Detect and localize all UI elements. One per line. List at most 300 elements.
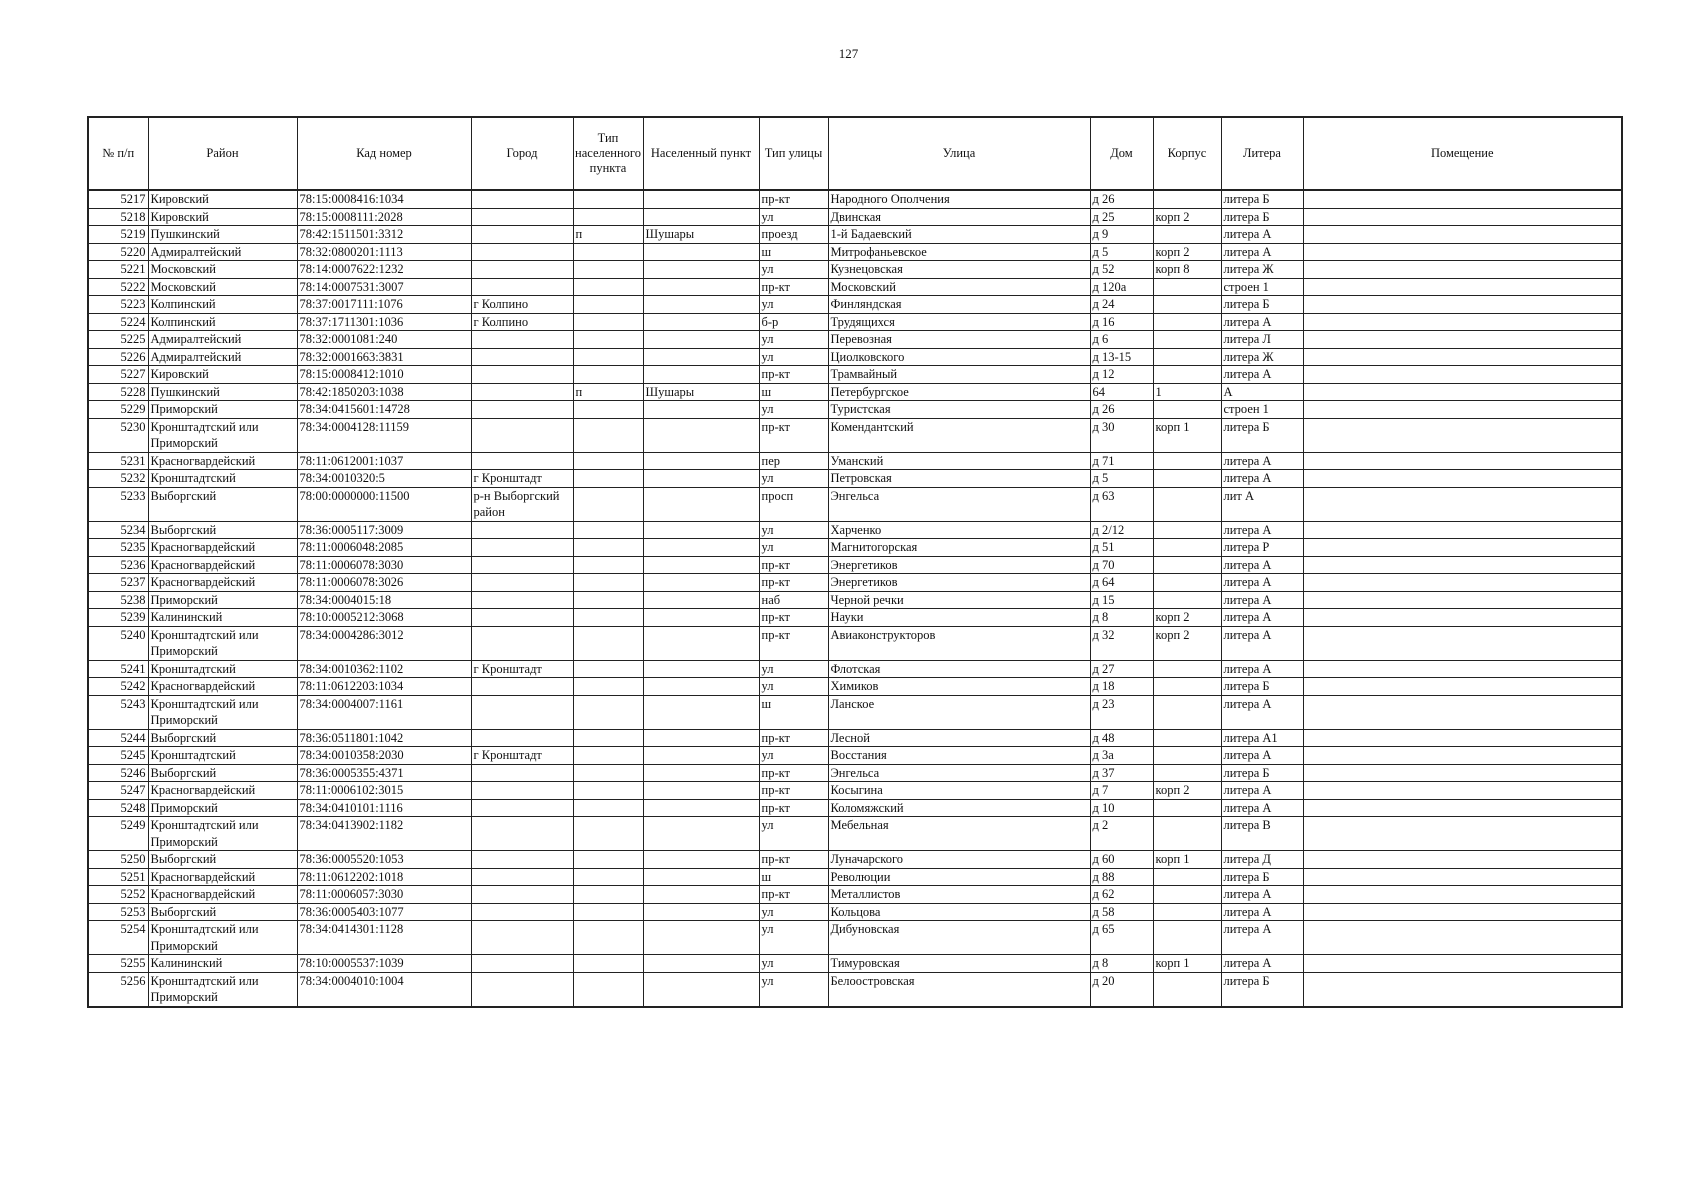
cell-settlement: [643, 278, 759, 296]
cell-cadastral-number: 78:32:0001663:3831: [297, 348, 471, 366]
cell-city: г Кронштадт: [471, 660, 573, 678]
cell-letter: литера А: [1221, 782, 1303, 800]
cell-house: д 12: [1090, 366, 1153, 384]
cell-building: [1153, 660, 1221, 678]
cell-settlement-type: [573, 747, 643, 765]
cell-street-type: пр-кт: [759, 418, 828, 452]
table-row: [88, 609, 1622, 627]
cell-street-type: ул: [759, 660, 828, 678]
cell-city: г Колпино: [471, 313, 573, 331]
cell-house: д 8: [1090, 609, 1153, 627]
cell-settlement: [643, 243, 759, 261]
cell-number: 5217: [88, 190, 148, 208]
cell-letter: литера А: [1221, 626, 1303, 660]
cell-number: 5238: [88, 591, 148, 609]
cell-settlement-type: [573, 278, 643, 296]
cell-letter: литера Б: [1221, 764, 1303, 782]
cell-street: Мебельная: [828, 817, 1090, 851]
table-row: [88, 782, 1622, 800]
table-row: [88, 539, 1622, 557]
cell-settlement: [643, 296, 759, 314]
cell-premises: [1303, 452, 1622, 470]
cell-premises: [1303, 817, 1622, 851]
cell-letter: литера А: [1221, 799, 1303, 817]
cell-settlement-type: [573, 190, 643, 208]
cell-cadastral-number: 78:11:0612203:1034: [297, 678, 471, 696]
cell-premises: [1303, 401, 1622, 419]
cell-premises: [1303, 799, 1622, 817]
cell-building: корп 2: [1153, 782, 1221, 800]
cell-premises: [1303, 626, 1622, 660]
cell-cadastral-number: 78:00:0000000:11500: [297, 487, 471, 521]
cell-letter: литера А: [1221, 556, 1303, 574]
cell-settlement: [643, 903, 759, 921]
cell-city: [471, 678, 573, 696]
cell-settlement: [643, 868, 759, 886]
cell-house: д 64: [1090, 574, 1153, 592]
cell-building: корп 2: [1153, 208, 1221, 226]
cell-premises: [1303, 729, 1622, 747]
cell-street: Московский: [828, 278, 1090, 296]
cell-street-type: ш: [759, 695, 828, 729]
cell-district: Кронштадтский или Приморский: [148, 418, 297, 452]
cell-house: д 5: [1090, 470, 1153, 488]
cell-settlement-type: [573, 591, 643, 609]
cell-building: корп 1: [1153, 851, 1221, 869]
cell-settlement-type: [573, 243, 643, 261]
cell-city: [471, 799, 573, 817]
cell-cadastral-number: 78:32:0800201:1113: [297, 243, 471, 261]
cell-cadastral-number: 78:11:0006048:2085: [297, 539, 471, 557]
cell-premises: [1303, 226, 1622, 244]
cell-district: Московский: [148, 261, 297, 279]
cell-number: 5226: [88, 348, 148, 366]
cell-premises: [1303, 782, 1622, 800]
cell-number: 5236: [88, 556, 148, 574]
cell-house: д 32: [1090, 626, 1153, 660]
cell-settlement: [643, 851, 759, 869]
cell-street: Туристская: [828, 401, 1090, 419]
cell-cadastral-number: 78:15:0008412:1010: [297, 366, 471, 384]
cell-city: [471, 782, 573, 800]
cell-premises: [1303, 470, 1622, 488]
cell-district: Выборгский: [148, 764, 297, 782]
cell-street-type: ш: [759, 243, 828, 261]
cell-number: 5227: [88, 366, 148, 384]
cell-house: д 15: [1090, 591, 1153, 609]
cell-district: Адмиралтейский: [148, 331, 297, 349]
cell-house: д 23: [1090, 695, 1153, 729]
cell-district: Кронштадтский или Приморский: [148, 626, 297, 660]
cell-settlement-type: [573, 903, 643, 921]
cell-house: д 18: [1090, 678, 1153, 696]
cell-building: [1153, 313, 1221, 331]
cell-letter: литера А: [1221, 591, 1303, 609]
cell-settlement: [643, 764, 759, 782]
cell-building: [1153, 868, 1221, 886]
cell-number: 5228: [88, 383, 148, 401]
cell-street-type: ул: [759, 955, 828, 973]
cell-city: [471, 539, 573, 557]
table-row: [88, 747, 1622, 765]
cell-district: Пушкинский: [148, 383, 297, 401]
cell-street: Авиаконструкторов: [828, 626, 1090, 660]
cell-letter: литера А: [1221, 313, 1303, 331]
property-registry-table: [87, 116, 1623, 1008]
cell-street-type: ш: [759, 383, 828, 401]
cell-house: 64: [1090, 383, 1153, 401]
cell-settlement-type: [573, 331, 643, 349]
cell-house: д 26: [1090, 401, 1153, 419]
cell-number: 5218: [88, 208, 148, 226]
cell-district: Выборгский: [148, 729, 297, 747]
cell-settlement-type: [573, 609, 643, 627]
cell-cadastral-number: 78:11:0006078:3026: [297, 574, 471, 592]
cell-district: Колпинский: [148, 313, 297, 331]
cell-street-type: ул: [759, 747, 828, 765]
table-row: [88, 678, 1622, 696]
cell-building: [1153, 886, 1221, 904]
cell-settlement-type: [573, 487, 643, 521]
cell-settlement: [643, 470, 759, 488]
table-row: [88, 383, 1622, 401]
cell-city: [471, 886, 573, 904]
cell-city: [471, 955, 573, 973]
cell-premises: [1303, 886, 1622, 904]
table-row: [88, 955, 1622, 973]
cell-district: Кронштадтский или Приморский: [148, 695, 297, 729]
cell-district: Красногвардейский: [148, 782, 297, 800]
cell-street-type: пр-кт: [759, 366, 828, 384]
cell-street-type: пр-кт: [759, 729, 828, 747]
cell-settlement-type: [573, 626, 643, 660]
col-header-district: Район: [148, 117, 297, 190]
cell-cadastral-number: 78:34:0415601:14728: [297, 401, 471, 419]
cell-street: Энгельса: [828, 764, 1090, 782]
cell-street: Лесной: [828, 729, 1090, 747]
cell-house: д 6: [1090, 331, 1153, 349]
cell-district: Кировский: [148, 208, 297, 226]
cell-street-type: пер: [759, 452, 828, 470]
cell-cadastral-number: 78:32:0001081:240: [297, 331, 471, 349]
cell-number: 5251: [88, 868, 148, 886]
table-row: [88, 226, 1622, 244]
cell-number: 5235: [88, 539, 148, 557]
cell-district: Кронштадтский или Приморский: [148, 921, 297, 955]
cell-cadastral-number: 78:37:0017111:1076: [297, 296, 471, 314]
cell-settlement-type: [573, 868, 643, 886]
cell-letter: А: [1221, 383, 1303, 401]
cell-city: [471, 764, 573, 782]
cell-letter: литера Б: [1221, 190, 1303, 208]
cell-street-type: пр-кт: [759, 609, 828, 627]
cell-district: Красногвардейский: [148, 452, 297, 470]
cell-district: Красногвардейский: [148, 868, 297, 886]
table-row: [88, 296, 1622, 314]
cell-settlement: [643, 521, 759, 539]
cell-building: [1153, 452, 1221, 470]
cell-district: Красногвардейский: [148, 539, 297, 557]
cell-settlement-type: [573, 313, 643, 331]
cell-letter: лит А: [1221, 487, 1303, 521]
table-row: [88, 972, 1622, 1007]
cell-street-type: пр-кт: [759, 782, 828, 800]
cell-letter: строен 1: [1221, 278, 1303, 296]
cell-building: корп 8: [1153, 261, 1221, 279]
cell-number: 5230: [88, 418, 148, 452]
cell-city: г Колпино: [471, 296, 573, 314]
cell-number: 5242: [88, 678, 148, 696]
cell-premises: [1303, 313, 1622, 331]
cell-settlement-type: [573, 296, 643, 314]
cell-number: 5241: [88, 660, 148, 678]
cell-premises: [1303, 747, 1622, 765]
cell-premises: [1303, 556, 1622, 574]
col-header-premises: Помещение: [1303, 117, 1622, 190]
cell-street: Химиков: [828, 678, 1090, 696]
table-row: [88, 764, 1622, 782]
cell-number: 5249: [88, 817, 148, 851]
cell-street: Циолковского: [828, 348, 1090, 366]
cell-building: [1153, 521, 1221, 539]
cell-district: Адмиралтейский: [148, 348, 297, 366]
cell-letter: литера А: [1221, 243, 1303, 261]
table-row: [88, 243, 1622, 261]
cell-house: д 120а: [1090, 278, 1153, 296]
cell-cadastral-number: 78:36:0511801:1042: [297, 729, 471, 747]
cell-house: д 71: [1090, 452, 1153, 470]
cell-letter: литера А1: [1221, 729, 1303, 747]
cell-cadastral-number: 78:34:0010362:1102: [297, 660, 471, 678]
cell-house: д 37: [1090, 764, 1153, 782]
cell-house: д 30: [1090, 418, 1153, 452]
cell-street: Луначарского: [828, 851, 1090, 869]
cell-letter: литера А: [1221, 470, 1303, 488]
table-row: [88, 208, 1622, 226]
cell-cadastral-number: 78:11:0006102:3015: [297, 782, 471, 800]
table-row: [88, 418, 1622, 452]
cell-premises: [1303, 678, 1622, 696]
cell-building: [1153, 226, 1221, 244]
cell-building: [1153, 972, 1221, 1007]
cell-settlement-type: [573, 972, 643, 1007]
cell-district: Приморский: [148, 591, 297, 609]
col-header-settlement: Населенный пункт: [643, 117, 759, 190]
cell-house: д 25: [1090, 208, 1153, 226]
cell-house: д 60: [1090, 851, 1153, 869]
cell-district: Выборгский: [148, 487, 297, 521]
cell-settlement-type: [573, 678, 643, 696]
cell-building: [1153, 747, 1221, 765]
col-header-letter: Литера: [1221, 117, 1303, 190]
cell-street: Ланское: [828, 695, 1090, 729]
cell-house: д 70: [1090, 556, 1153, 574]
cell-street-type: ул: [759, 678, 828, 696]
cell-cadastral-number: 78:11:0006078:3030: [297, 556, 471, 574]
cell-settlement: [643, 208, 759, 226]
cell-district: Кронштадтский: [148, 747, 297, 765]
cell-premises: [1303, 955, 1622, 973]
cell-premises: [1303, 487, 1622, 521]
cell-number: 5243: [88, 695, 148, 729]
cell-cadastral-number: 78:34:0414301:1128: [297, 921, 471, 955]
cell-building: [1153, 331, 1221, 349]
cell-letter: литера Б: [1221, 208, 1303, 226]
cell-cadastral-number: 78:10:0005537:1039: [297, 955, 471, 973]
cell-street-type: ул: [759, 972, 828, 1007]
cell-number: 5253: [88, 903, 148, 921]
cell-cadastral-number: 78:34:0410101:1116: [297, 799, 471, 817]
cell-settlement: [643, 921, 759, 955]
cell-settlement: [643, 556, 759, 574]
cell-number: 5245: [88, 747, 148, 765]
cell-settlement-type: [573, 921, 643, 955]
cell-building: [1153, 348, 1221, 366]
cell-number: 5234: [88, 521, 148, 539]
cell-settlement-type: [573, 470, 643, 488]
col-header-settlement-type: Тип населенного пункта: [573, 117, 643, 190]
cell-district: Калининский: [148, 955, 297, 973]
cell-street-type: пр-кт: [759, 886, 828, 904]
cell-district: Красногвардейский: [148, 886, 297, 904]
cell-street-type: ул: [759, 470, 828, 488]
cell-premises: [1303, 366, 1622, 384]
cell-settlement-type: [573, 418, 643, 452]
cell-premises: [1303, 261, 1622, 279]
cell-street: Революции: [828, 868, 1090, 886]
table-row: [88, 348, 1622, 366]
cell-cadastral-number: 78:36:0005520:1053: [297, 851, 471, 869]
cell-building: [1153, 487, 1221, 521]
cell-settlement: [643, 313, 759, 331]
cell-street: Металлистов: [828, 886, 1090, 904]
cell-cadastral-number: 78:11:0612001:1037: [297, 452, 471, 470]
cell-number: 5252: [88, 886, 148, 904]
cell-district: Красногвардейский: [148, 678, 297, 696]
cell-premises: [1303, 331, 1622, 349]
cell-letter: литера В: [1221, 817, 1303, 851]
cell-building: [1153, 539, 1221, 557]
cell-premises: [1303, 972, 1622, 1007]
cell-district: Кронштадтский или Приморский: [148, 972, 297, 1007]
cell-letter: литера Ж: [1221, 348, 1303, 366]
cell-building: [1153, 817, 1221, 851]
cell-street-type: ул: [759, 208, 828, 226]
cell-cadastral-number: 78:34:0413902:1182: [297, 817, 471, 851]
cell-premises: [1303, 190, 1622, 208]
cell-district: Колпинский: [148, 296, 297, 314]
cell-street: Уманский: [828, 452, 1090, 470]
cell-street: Кольцова: [828, 903, 1090, 921]
cell-settlement: [643, 955, 759, 973]
cell-cadastral-number: 78:36:0005117:3009: [297, 521, 471, 539]
cell-settlement: [643, 401, 759, 419]
cell-city: [471, 226, 573, 244]
cell-settlement-type: [573, 817, 643, 851]
table-row: [88, 470, 1622, 488]
col-header-number: № п/п: [88, 117, 148, 190]
col-header-city: Город: [471, 117, 573, 190]
cell-building: корп 2: [1153, 626, 1221, 660]
cell-street: Комендантский: [828, 418, 1090, 452]
cell-premises: [1303, 921, 1622, 955]
cell-number: 5229: [88, 401, 148, 419]
cell-street: Энгельса: [828, 487, 1090, 521]
cell-district: Калининский: [148, 609, 297, 627]
cell-number: 5255: [88, 955, 148, 973]
cell-settlement: [643, 574, 759, 592]
cell-building: [1153, 729, 1221, 747]
table-body: [88, 190, 1622, 1007]
cell-letter: литера Д: [1221, 851, 1303, 869]
cell-letter: литера А: [1221, 366, 1303, 384]
cell-settlement-type: [573, 452, 643, 470]
table-row: [88, 903, 1622, 921]
cell-street: Энергетиков: [828, 556, 1090, 574]
table-row: [88, 695, 1622, 729]
cell-number: 5254: [88, 921, 148, 955]
cell-letter: литера А: [1221, 521, 1303, 539]
cell-settlement-type: [573, 695, 643, 729]
cell-building: корп 1: [1153, 955, 1221, 973]
cell-street-type: пр-кт: [759, 574, 828, 592]
cell-building: корп 2: [1153, 609, 1221, 627]
cell-city: [471, 261, 573, 279]
col-header-street-type: Тип улицы: [759, 117, 828, 190]
cell-city: [471, 383, 573, 401]
cell-number: 5222: [88, 278, 148, 296]
cell-house: д 24: [1090, 296, 1153, 314]
cell-cadastral-number: 78:11:0006057:3030: [297, 886, 471, 904]
cell-cadastral-number: 78:42:1511501:3312: [297, 226, 471, 244]
cell-city: [471, 972, 573, 1007]
cell-cadastral-number: 78:15:0008111:2028: [297, 208, 471, 226]
cell-settlement-type: [573, 208, 643, 226]
cell-premises: [1303, 383, 1622, 401]
cell-district: Кронштадтский: [148, 470, 297, 488]
cell-cadastral-number: 78:34:0004015:18: [297, 591, 471, 609]
table-row: [88, 851, 1622, 869]
cell-street: Коломяжский: [828, 799, 1090, 817]
cell-number: 5256: [88, 972, 148, 1007]
cell-settlement: [643, 747, 759, 765]
cell-house: д 63: [1090, 487, 1153, 521]
cell-settlement: [643, 660, 759, 678]
cell-premises: [1303, 591, 1622, 609]
cell-city: [471, 243, 573, 261]
cell-letter: литера А: [1221, 226, 1303, 244]
cell-building: [1153, 695, 1221, 729]
cell-premises: [1303, 764, 1622, 782]
cell-cadastral-number: 78:10:0005212:3068: [297, 609, 471, 627]
cell-premises: [1303, 660, 1622, 678]
cell-number: 5224: [88, 313, 148, 331]
cell-street: Косыгина: [828, 782, 1090, 800]
table-row: [88, 591, 1622, 609]
cell-street: Флотская: [828, 660, 1090, 678]
cell-premises: [1303, 208, 1622, 226]
cell-settlement: [643, 418, 759, 452]
cell-city: [471, 556, 573, 574]
cell-city: [471, 817, 573, 851]
cell-premises: [1303, 609, 1622, 627]
cell-building: [1153, 190, 1221, 208]
cell-street: Кузнецовская: [828, 261, 1090, 279]
cell-street: Черной речки: [828, 591, 1090, 609]
cell-number: 5246: [88, 764, 148, 782]
cell-street: Харченко: [828, 521, 1090, 539]
cell-settlement: [643, 366, 759, 384]
